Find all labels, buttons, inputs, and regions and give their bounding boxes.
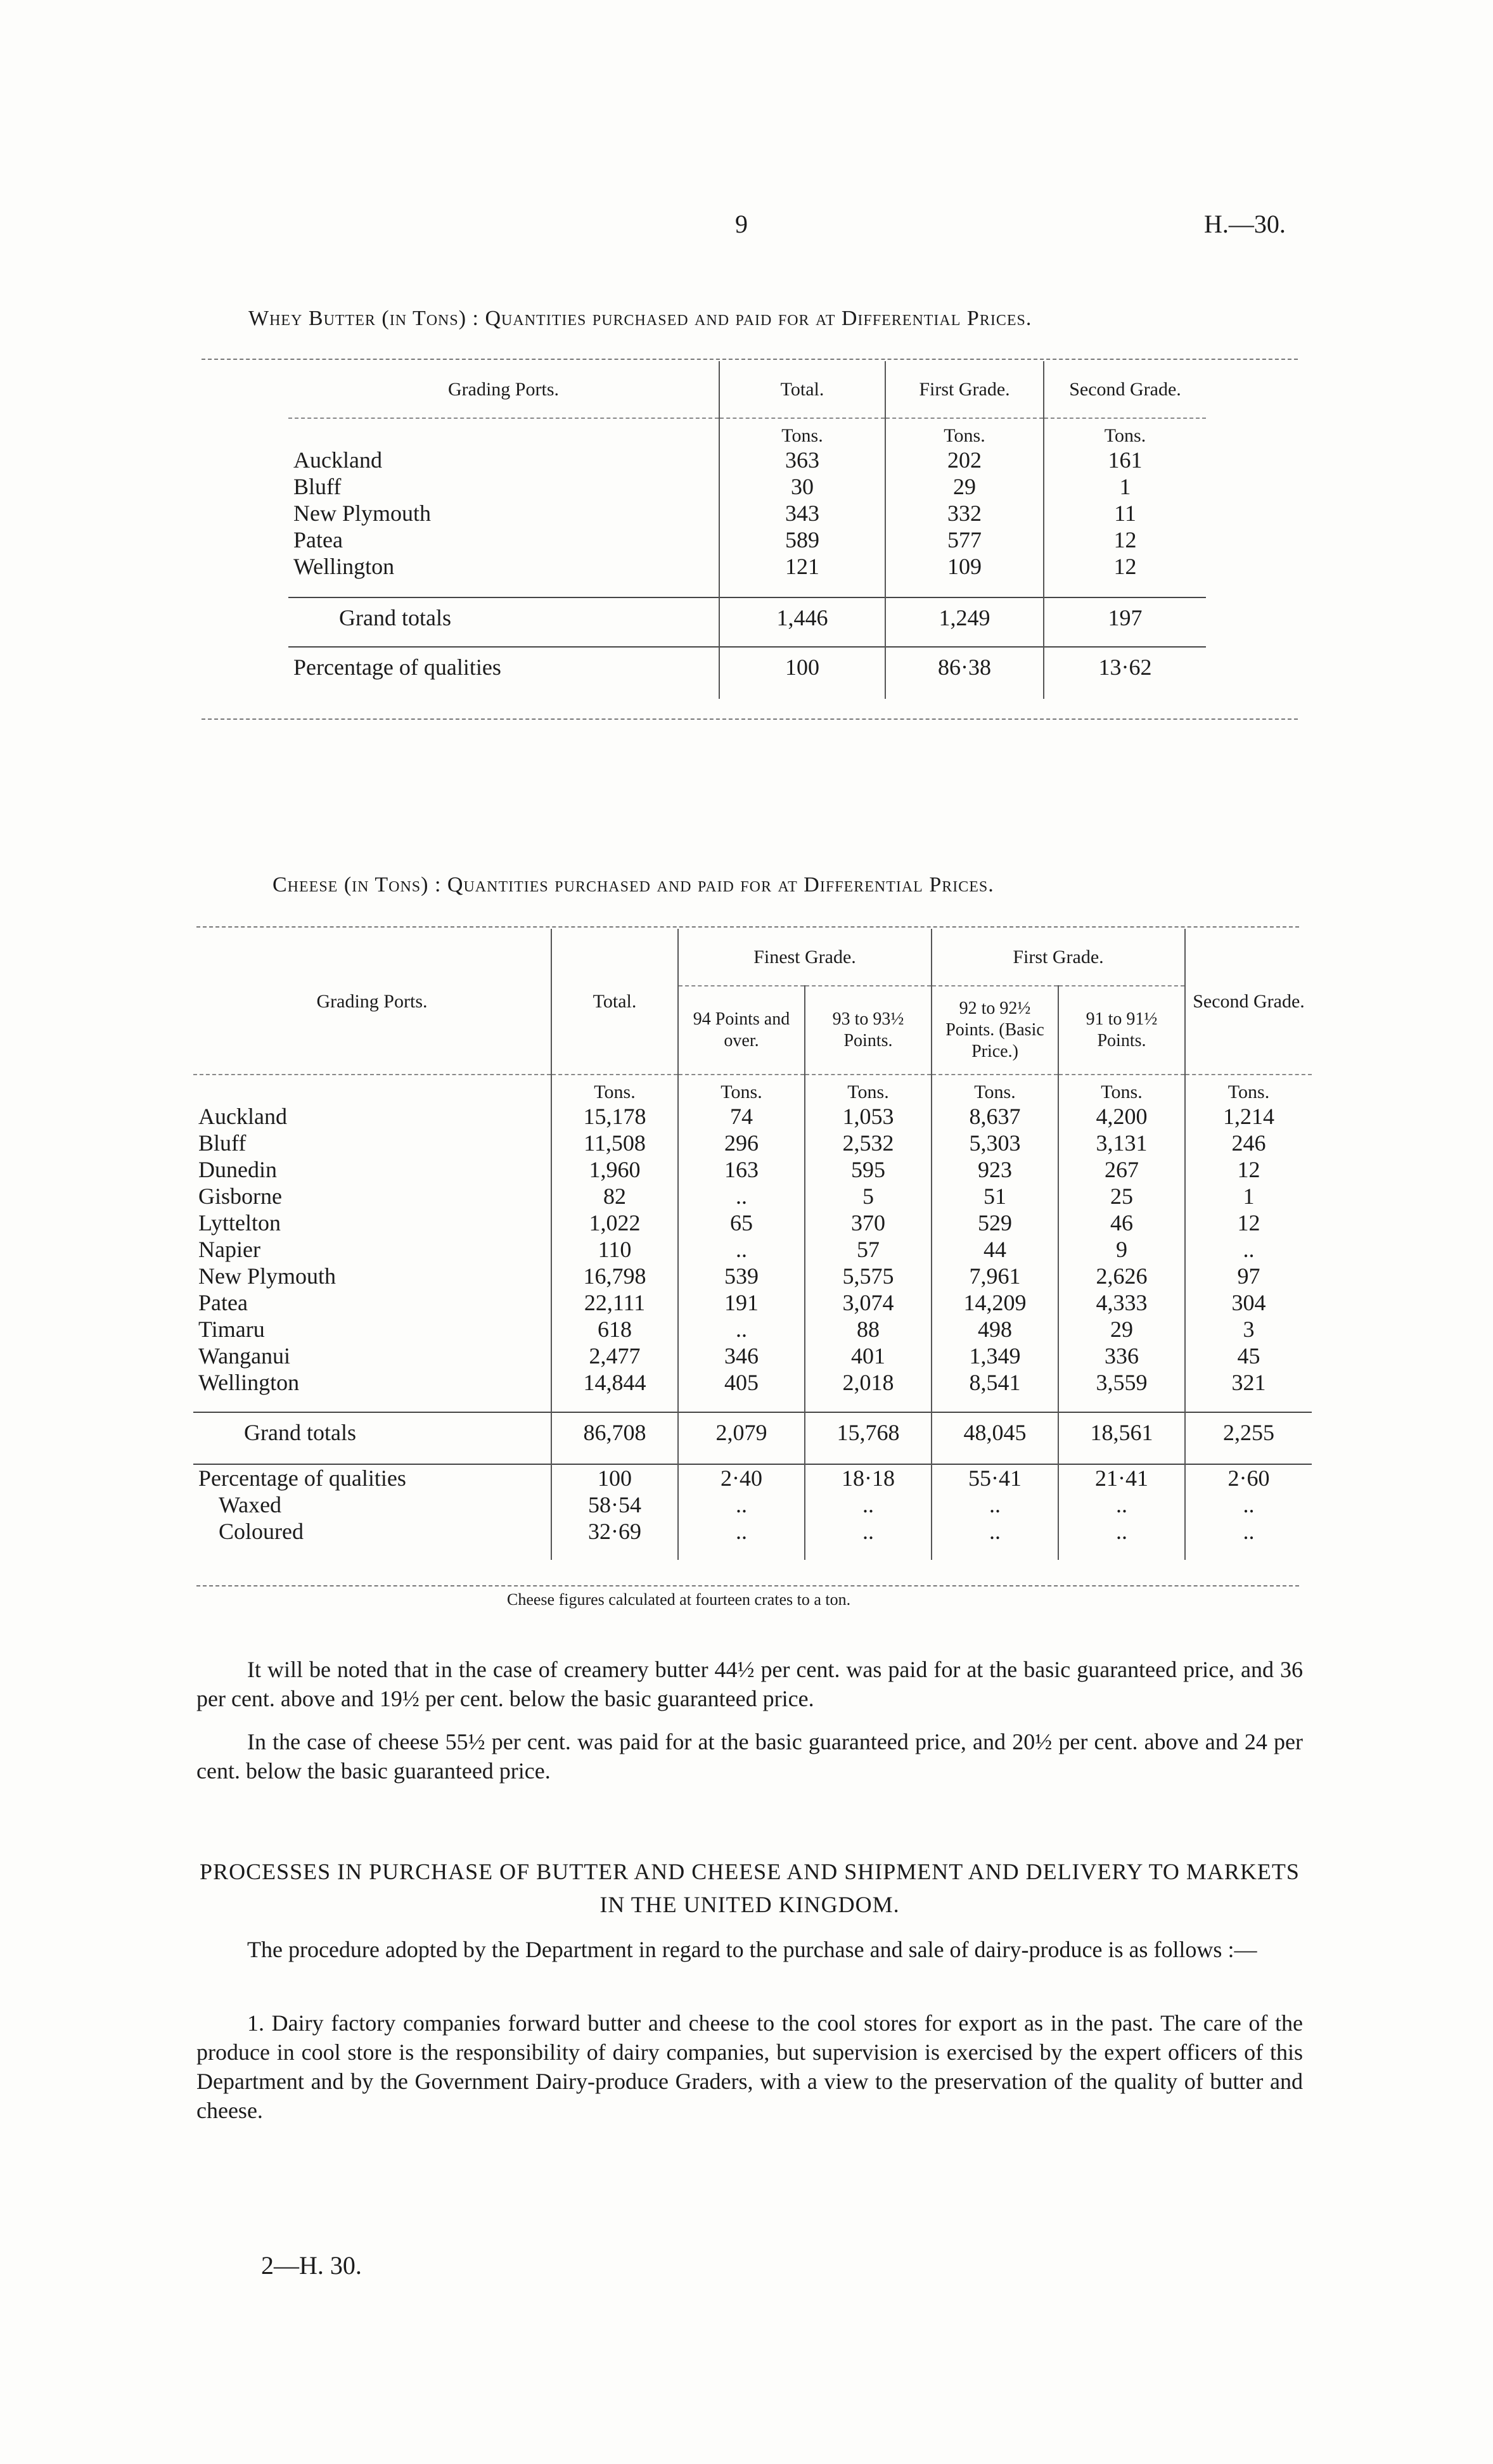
totals-c91: 18,561	[1058, 1412, 1185, 1452]
cell-total: 110	[551, 1236, 678, 1263]
table-row	[193, 1412, 1312, 1452]
table-row	[193, 1103, 1312, 1130]
whey-units-first: Tons.	[885, 418, 1044, 447]
cell-c92: 51	[932, 1183, 1058, 1210]
cell-second: ..	[1185, 1236, 1312, 1263]
cell-second: 161	[1044, 447, 1206, 473]
cell-total: 2,477	[551, 1343, 678, 1369]
cheese-units: Tons.	[1058, 1075, 1185, 1103]
totals-second: 197	[1044, 597, 1206, 637]
percent-total: 100	[551, 1464, 678, 1491]
table-row	[288, 473, 1206, 500]
cell-c94: ..	[678, 1236, 805, 1263]
waxed-c91: ..	[1058, 1491, 1185, 1518]
totals-c92: 48,045	[932, 1412, 1058, 1452]
table-row	[193, 1518, 1312, 1545]
cell-c93: 88	[805, 1316, 932, 1343]
percent-second: 2·60	[1185, 1464, 1312, 1491]
cell-c91: 25	[1058, 1183, 1185, 1210]
cell-c93: 3,074	[805, 1289, 932, 1316]
port-name: Dunedin	[198, 1157, 277, 1182]
cell-first: 577	[885, 527, 1044, 553]
table-row	[193, 1236, 1312, 1263]
cell-c91: 4,333	[1058, 1289, 1185, 1316]
port-name: Patea	[198, 1290, 248, 1315]
totals-total: 1,446	[719, 597, 885, 637]
cell-total: 22,111	[551, 1289, 678, 1316]
cell-total: 14,844	[551, 1369, 678, 1396]
totals-total: 86,708	[551, 1412, 678, 1452]
cell-c92: 8,541	[932, 1369, 1058, 1396]
cheese-col-first-grade: First Grade.	[932, 929, 1185, 986]
printer-signature: 2—H. 30.	[261, 2251, 362, 2280]
cell-second: 246	[1185, 1130, 1312, 1156]
cell-total: 363	[719, 447, 885, 473]
cell-c93: 2,532	[805, 1130, 932, 1156]
percent-c93: 18·18	[805, 1464, 932, 1491]
cheese-col-total: Total.	[551, 929, 678, 1075]
port-name: Auckland	[293, 447, 382, 473]
cell-total: 15,178	[551, 1103, 678, 1130]
cheese-col-94: 94 Points and over.	[678, 986, 805, 1075]
waxed-label: Waxed	[219, 1492, 282, 1517]
cheese-footnote: Cheese figures calculated at fourteen crates to a ton.	[507, 1590, 851, 1609]
cheese-col-second: Second Grade.	[1185, 929, 1312, 1075]
cell-c92: 14,209	[932, 1289, 1058, 1316]
paragraph-procedure: The procedure adopted by the Department in regard to the purchase and sale of dairy-produce is as follows :—	[247, 1937, 1257, 1962]
cheese-units: Tons.	[805, 1075, 932, 1103]
cheese-units: Tons.	[678, 1075, 805, 1103]
waxed-c92: ..	[932, 1491, 1058, 1518]
whey-col-second: Second Grade.	[1044, 361, 1206, 418]
grand-totals-label: Grand totals	[244, 1419, 356, 1445]
cheese-body	[193, 1075, 1312, 1560]
cell-c94: ..	[678, 1316, 805, 1343]
table-row	[288, 647, 1206, 686]
waxed-c94: ..	[678, 1491, 805, 1518]
port-name: New Plymouth	[198, 1263, 336, 1289]
cell-total: 618	[551, 1316, 678, 1343]
coloured-label: Coloured	[219, 1519, 304, 1544]
table-row	[193, 1210, 1312, 1236]
cell-c91: 3,131	[1058, 1130, 1185, 1156]
cell-c93: 5,575	[805, 1263, 932, 1289]
table-row	[193, 1343, 1312, 1369]
cheese-col-93: 93 to 93½ Points.	[805, 986, 932, 1075]
cell-second: 45	[1185, 1343, 1312, 1369]
cell-c92: 8,637	[932, 1103, 1058, 1130]
cell-c92: 44	[932, 1236, 1058, 1263]
table-row	[193, 1263, 1312, 1289]
whey-top-rule	[202, 359, 1298, 360]
port-name: Bluff	[198, 1130, 247, 1156]
whey-units-total: Tons.	[719, 418, 885, 447]
table-row	[288, 500, 1206, 527]
totals-c93: 15,768	[805, 1412, 932, 1452]
cell-second: 321	[1185, 1369, 1312, 1396]
table-row	[288, 597, 1206, 637]
cell-second: 304	[1185, 1289, 1312, 1316]
paragraph-step-1: 1. Dairy factory companies forward butter and cheese to the cool stores for export as in the past. The care of the produce in cool store is the responsibility of dairy companies, but supervision is exercised by the expert officers of this Department and by the Government Dairy-produce Graders, with a view to the preservation of the quality of butter and cheese.	[196, 2010, 1303, 2123]
cell-total: 343	[719, 500, 885, 527]
cheese-col-port: Grading Ports.	[316, 990, 428, 1012]
cell-c92: 923	[932, 1156, 1058, 1183]
cell-second: 97	[1185, 1263, 1312, 1289]
cell-second: 1	[1044, 473, 1206, 500]
percent-total: 100	[719, 647, 885, 686]
cell-c93: 5	[805, 1183, 932, 1210]
coloured-c92: ..	[932, 1518, 1058, 1545]
percent-label: Percentage of qualities	[198, 1465, 406, 1491]
table-row	[193, 1316, 1312, 1343]
cell-second: 12	[1185, 1156, 1312, 1183]
port-name: Gisborne	[198, 1184, 282, 1209]
cell-c92: 498	[932, 1316, 1058, 1343]
cell-second: 1,214	[1185, 1103, 1312, 1130]
cell-second: 1	[1185, 1183, 1312, 1210]
port-name: Bluff	[293, 474, 342, 499]
port-name: Napier	[198, 1237, 260, 1262]
table-row	[288, 553, 1206, 580]
cheese-units: Tons.	[932, 1075, 1058, 1103]
paragraph-butter-prices: It will be noted that in the case of creamery butter 44½ per cent. was paid for at the basic guaranteed price, and 36 per cent. above and 19½ per cent. below the basic guaranteed price.	[196, 1657, 1303, 1711]
grand-totals-label: Grand totals	[339, 604, 451, 630]
cell-c92: 1,349	[932, 1343, 1058, 1369]
waxed-c93: ..	[805, 1491, 932, 1518]
cell-total: 1,960	[551, 1156, 678, 1183]
cheese-caption: Cheese (in Tons) : Quantities purchased and paid for at Differential Prices.	[272, 873, 994, 897]
whey-table	[288, 361, 1206, 699]
table-row	[193, 1183, 1312, 1210]
table-row	[288, 527, 1206, 553]
cell-c94: 191	[678, 1289, 805, 1316]
percentage-label: Percentage of qualities	[293, 654, 501, 680]
cell-total: 16,798	[551, 1263, 678, 1289]
cell-c94: ..	[678, 1183, 805, 1210]
cell-second: 12	[1044, 553, 1206, 580]
whey-col-first: First Grade.	[885, 361, 1044, 418]
cell-total: 11,508	[551, 1130, 678, 1156]
cheese-units: Tons.	[551, 1075, 678, 1103]
waxed-second: ..	[1185, 1491, 1312, 1518]
table-row	[193, 1491, 1312, 1518]
cell-first: 109	[885, 553, 1044, 580]
cell-c93: 401	[805, 1343, 932, 1369]
totals-second: 2,255	[1185, 1412, 1312, 1452]
cell-c93: 370	[805, 1210, 932, 1236]
page-number: 9	[735, 210, 748, 238]
cell-c93: 595	[805, 1156, 932, 1183]
section-heading: PROCESSES IN PURCHASE OF BUTTER AND CHEESE AND SHIPMENT AND DELIVERY TO MARKETS IN THE UNITED KINGDOM.	[200, 1859, 1300, 1917]
cheese-col-91: 91 to 91½ Points.	[1058, 986, 1185, 1075]
cell-c91: 267	[1058, 1156, 1185, 1183]
coloured-second: ..	[1185, 1518, 1312, 1545]
table-row	[193, 1289, 1312, 1316]
cell-total: 121	[719, 553, 885, 580]
whey-col-total: Total.	[719, 361, 885, 418]
percent-first: 86·38	[885, 647, 1044, 686]
port-name: Timaru	[198, 1317, 265, 1342]
port-name: Wellington	[293, 554, 395, 579]
cheese-table	[193, 929, 1312, 1560]
cell-c91: 9	[1058, 1236, 1185, 1263]
cheese-col-92: 92 to 92½ Points. (Basic Price.)	[932, 986, 1058, 1075]
cell-total: 82	[551, 1183, 678, 1210]
cell-c94: 74	[678, 1103, 805, 1130]
cheese-col-finest: Finest Grade.	[678, 929, 932, 986]
cell-c94: 163	[678, 1156, 805, 1183]
whey-col-port: Grading Ports.	[448, 378, 559, 400]
percent-second: 13·62	[1044, 647, 1206, 686]
port-name: Patea	[293, 527, 343, 552]
port-name: Lyttelton	[198, 1210, 281, 1235]
port-name: Wanganui	[198, 1343, 291, 1369]
percent-c92: 55·41	[932, 1464, 1058, 1491]
cell-second: 3	[1185, 1316, 1312, 1343]
paragraph-cheese-prices: In the case of cheese 55½ per cent. was paid for at the basic guaranteed price, and 20½ per cent. above and 24 per cent. below the basic guaranteed price.	[196, 1729, 1303, 1784]
cell-c94: 539	[678, 1263, 805, 1289]
table-row	[193, 1464, 1312, 1491]
cell-total: 1,022	[551, 1210, 678, 1236]
table-row	[193, 1130, 1312, 1156]
cell-c91: 29	[1058, 1316, 1185, 1343]
cell-c91: 3,559	[1058, 1369, 1185, 1396]
coloured-total: 32·69	[551, 1518, 678, 1545]
totals-first: 1,249	[885, 597, 1044, 637]
cheese-top-rule	[196, 926, 1299, 928]
table-row	[193, 1156, 1312, 1183]
cell-c91: 46	[1058, 1210, 1185, 1236]
document-reference: H.—30.	[1204, 210, 1286, 238]
cell-second: 12	[1185, 1210, 1312, 1236]
cell-first: 29	[885, 473, 1044, 500]
cell-c93: 2,018	[805, 1369, 932, 1396]
cell-second: 12	[1044, 527, 1206, 553]
cell-c94: 346	[678, 1343, 805, 1369]
totals-c94: 2,079	[678, 1412, 805, 1452]
whey-caption: Whey Butter (in Tons) : Quantities purchased and paid for at Differential Prices.	[248, 307, 1032, 330]
cell-first: 202	[885, 447, 1044, 473]
cell-c91: 4,200	[1058, 1103, 1185, 1130]
cell-first: 332	[885, 500, 1044, 527]
port-name: New Plymouth	[293, 501, 432, 526]
table-row	[288, 447, 1206, 473]
cell-second: 11	[1044, 500, 1206, 527]
cell-c94: 405	[678, 1369, 805, 1396]
cell-c93: 57	[805, 1236, 932, 1263]
port-name: Auckland	[198, 1104, 287, 1129]
whey-body	[288, 418, 1206, 699]
cell-c93: 1,053	[805, 1103, 932, 1130]
cell-c91: 336	[1058, 1343, 1185, 1369]
coloured-c91: ..	[1058, 1518, 1185, 1545]
cell-c94: 296	[678, 1130, 805, 1156]
cheese-bottom-rule	[196, 1585, 1299, 1586]
coloured-c93: ..	[805, 1518, 932, 1545]
cell-total: 589	[719, 527, 885, 553]
cell-total: 30	[719, 473, 885, 500]
port-name: Wellington	[198, 1370, 300, 1395]
cheese-units: Tons.	[1185, 1075, 1312, 1103]
percent-c91: 21·41	[1058, 1464, 1185, 1491]
table-row	[193, 1369, 1312, 1396]
cell-c92: 529	[932, 1210, 1058, 1236]
coloured-c94: ..	[678, 1518, 805, 1545]
whey-units-second: Tons.	[1044, 418, 1206, 447]
whey-bottom-rule	[202, 718, 1298, 720]
percent-c94: 2·40	[678, 1464, 805, 1491]
cell-c92: 7,961	[932, 1263, 1058, 1289]
waxed-total: 58·54	[551, 1491, 678, 1518]
cell-c91: 2,626	[1058, 1263, 1185, 1289]
cell-c94: 65	[678, 1210, 805, 1236]
cell-c92: 5,303	[932, 1130, 1058, 1156]
